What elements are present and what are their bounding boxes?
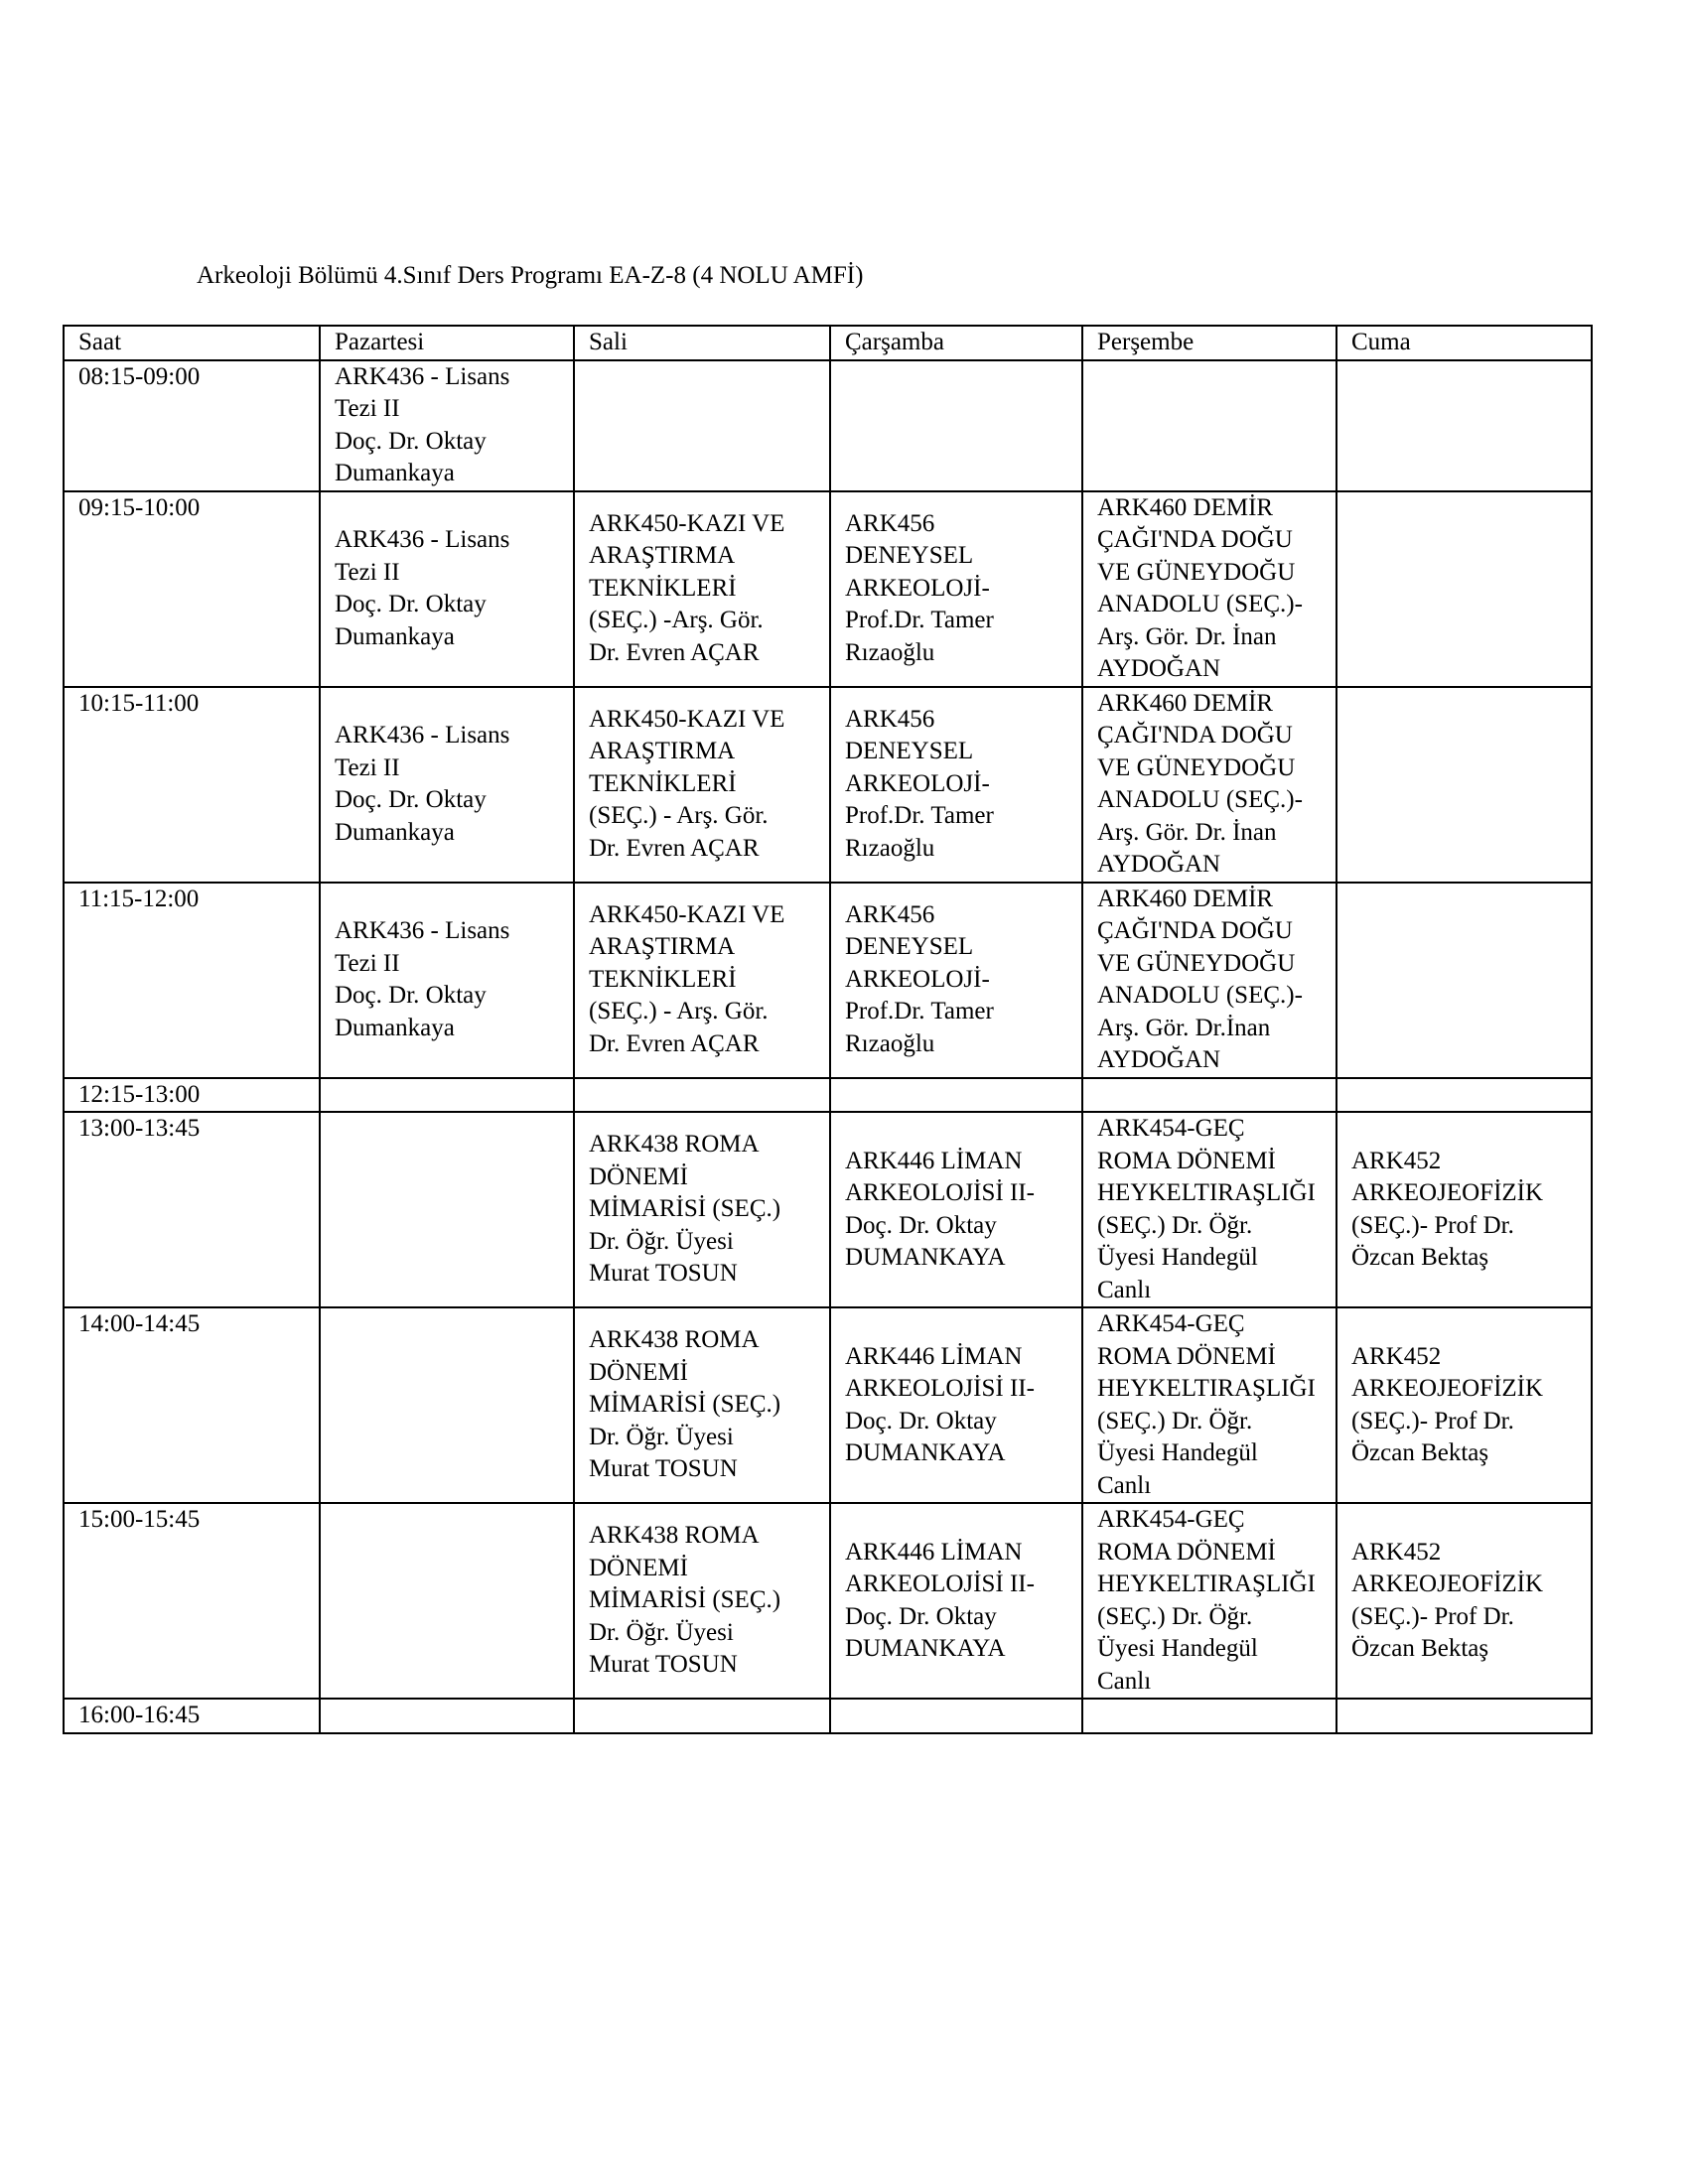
course-cell: [1082, 883, 1336, 1078]
course-line: Üyesi Handegül: [1097, 1635, 1258, 1662]
course-line: MİMARİSİ (SEÇ.): [589, 1195, 781, 1223]
course-line: (SEÇ.) - Arş. Gör.: [589, 998, 769, 1025]
empty-cell: [320, 1112, 574, 1307]
course-cell: [1082, 687, 1336, 883]
course-line: Rızaoğlu: [845, 638, 935, 666]
empty-cell: [1082, 1699, 1336, 1733]
header-cell-sali: Sali: [574, 326, 830, 360]
course-cell: [574, 1112, 830, 1307]
time-cell: 11:15-12:00: [64, 883, 320, 1078]
header-cell-cuma: Cuma: [1336, 326, 1592, 360]
course-cell: [830, 1307, 1082, 1503]
course-line: DÖNEMİ: [589, 1162, 688, 1190]
course-line: ARAŞTIRMA: [589, 933, 736, 961]
course-line: Canlı: [1097, 1276, 1152, 1303]
course-line: ARK452: [1351, 1342, 1442, 1370]
course-line: ÇAĞI'NDA DOĞU: [1097, 526, 1293, 553]
empty-cell: [830, 360, 1082, 491]
course-line: Doç. Dr. Oktay: [335, 786, 487, 813]
course-line: Dr. Öğr. Üyesi: [589, 1423, 734, 1450]
header-cell-persembe: Perşembe: [1082, 326, 1336, 360]
course-line: ARK446 LİMAN: [845, 1538, 1023, 1566]
course-line: Murat TOSUN: [589, 1651, 738, 1679]
empty-cell: [320, 1699, 574, 1733]
table-row: [64, 1699, 1592, 1733]
course-line: ARK450-KAZI VE: [589, 705, 785, 733]
course-cell: [830, 883, 1082, 1078]
empty-cell: [574, 1078, 830, 1113]
course-line: Dumankaya: [335, 818, 455, 846]
course-line: DUMANKAYA: [845, 1439, 1006, 1466]
course-line: ARKEOJEOFİZİK: [1351, 1179, 1544, 1206]
course-line: AYDOĞAN: [1097, 851, 1221, 878]
course-line: ÇAĞI'NDA DOĞU: [1097, 917, 1293, 944]
course-line: Prof.Dr. Tamer: [845, 998, 994, 1025]
course-line: Murat TOSUN: [589, 1260, 738, 1288]
table-row: [64, 491, 1592, 687]
course-cell: [1082, 1503, 1336, 1699]
time-cell: 08:15-09:00: [64, 360, 320, 491]
course-cell: [1336, 1503, 1592, 1699]
course-cell: [830, 491, 1082, 687]
empty-cell: [320, 1078, 574, 1113]
time-cell: 09:15-10:00: [64, 491, 320, 687]
header-cell-pazartesi: Pazartesi: [320, 326, 574, 360]
empty-cell: [320, 1503, 574, 1699]
course-line: ARK450-KAZI VE: [589, 509, 785, 537]
course-line: DUMANKAYA: [845, 1244, 1006, 1271]
course-line: ARK438 ROMA: [589, 1326, 760, 1354]
course-cell: [320, 491, 574, 687]
course-cell: [574, 491, 830, 687]
course-line: Dr. Evren AÇAR: [589, 1029, 760, 1057]
course-cell: [574, 1503, 830, 1699]
course-line: DÖNEMİ: [589, 1554, 688, 1581]
time-cell: 16:00-16:45: [64, 1699, 320, 1733]
time-cell: 15:00-15:45: [64, 1503, 320, 1699]
header-row: [64, 326, 1592, 360]
course-line: (SEÇ.) Dr. Öğr.: [1097, 1407, 1253, 1434]
course-line: (SEÇ.)- Prof Dr.: [1351, 1407, 1514, 1434]
course-line: ARK436 - Lisans: [335, 722, 510, 749]
course-line: ARK446 LİMAN: [845, 1147, 1023, 1174]
course-line: ARK460 DEMİR: [1097, 493, 1274, 521]
course-line: ARKEOLOJİSİ II-: [845, 1570, 1035, 1597]
course-cell: [1336, 1112, 1592, 1307]
course-line: Prof.Dr. Tamer: [845, 607, 994, 634]
course-cell: [1336, 1307, 1592, 1503]
header-cell-saat: Saat: [64, 326, 320, 360]
course-line: ARK436 - Lisans: [335, 362, 510, 390]
course-line: ARKEOLOJİ-: [845, 769, 990, 797]
course-line: ANADOLU (SEÇ.)-: [1097, 786, 1303, 813]
course-line: VE GÜNEYDOĞU: [1097, 753, 1296, 781]
table-row: [64, 1078, 1592, 1113]
course-line: Rızaoğlu: [845, 834, 935, 862]
course-line: Prof.Dr. Tamer: [845, 802, 994, 830]
course-line: (SEÇ.) Dr. Öğr.: [1097, 1602, 1253, 1630]
course-line: ARK456: [845, 509, 935, 537]
course-cell: [830, 687, 1082, 883]
course-line: VE GÜNEYDOĞU: [1097, 949, 1296, 977]
course-line: TEKNİKLERİ: [589, 769, 737, 797]
header-cell-carsamba: Çarşamba: [830, 326, 1082, 360]
empty-cell: [574, 360, 830, 491]
course-line: (SEÇ.)- Prof Dr.: [1351, 1211, 1514, 1239]
course-line: Doç. Dr. Oktay: [335, 427, 487, 455]
course-cell: [320, 687, 574, 883]
course-cell: [830, 1503, 1082, 1699]
course-line: ARK454-GEÇ: [1097, 1310, 1245, 1337]
course-line: Özcan Bektaş: [1351, 1439, 1489, 1466]
course-line: ROMA DÖNEMİ: [1097, 1147, 1276, 1174]
course-cell: [1082, 491, 1336, 687]
course-line: Üyesi Handegül: [1097, 1439, 1258, 1466]
course-line: ANADOLU (SEÇ.)-: [1097, 591, 1303, 617]
course-line: TEKNİKLERİ: [589, 574, 737, 602]
course-cell: [574, 687, 830, 883]
table-row: [64, 1307, 1592, 1503]
course-line: Üyesi Handegül: [1097, 1244, 1258, 1271]
course-line: ARKEOLOJİSİ II-: [845, 1375, 1035, 1402]
course-line: Arş. Gör. Dr. İnan: [1097, 622, 1277, 650]
course-line: DENEYSEL: [845, 738, 974, 765]
time-cell: 14:00-14:45: [64, 1307, 320, 1503]
course-line: ARKEOJEOFİZİK: [1351, 1375, 1544, 1402]
course-line: ARK436 - Lisans: [335, 526, 510, 553]
empty-cell: [1082, 1078, 1336, 1113]
course-cell: [574, 1307, 830, 1503]
course-line: Murat TOSUN: [589, 1455, 738, 1483]
course-line: ARAŞTIRMA: [589, 542, 736, 570]
course-line: HEYKELTIRAŞLIĞI: [1097, 1375, 1316, 1402]
course-line: ARK438 ROMA: [589, 1522, 760, 1550]
course-line: MİMARİSİ (SEÇ.): [589, 1586, 781, 1614]
course-line: ARK460 DEMİR: [1097, 885, 1274, 912]
course-cell: [1082, 1112, 1336, 1307]
course-line: ÇAĞI'NDA DOĞU: [1097, 722, 1293, 749]
course-line: Canlı: [1097, 1471, 1152, 1499]
course-cell: [320, 883, 574, 1078]
course-line: (SEÇ.) Dr. Öğr.: [1097, 1211, 1253, 1239]
empty-cell: [1336, 360, 1592, 491]
course-line: ARK456: [845, 705, 935, 733]
table-row: [64, 1503, 1592, 1699]
course-line: ARAŞTIRMA: [589, 738, 736, 765]
course-line: DENEYSEL: [845, 542, 974, 570]
course-line: Doç. Dr. Oktay: [845, 1602, 997, 1630]
course-line: ARK446 LİMAN: [845, 1342, 1023, 1370]
course-line: Doç. Dr. Oktay: [335, 591, 487, 617]
course-line: MİMARİSİ (SEÇ.): [589, 1391, 781, 1419]
time-cell: 10:15-11:00: [64, 687, 320, 883]
time-cell: 12:15-13:00: [64, 1078, 320, 1113]
course-line: Dumankaya: [335, 460, 455, 486]
course-line: Doç. Dr. Oktay: [845, 1211, 997, 1239]
course-line: (SEÇ.)- Prof Dr.: [1351, 1602, 1514, 1630]
course-line: ARK438 ROMA: [589, 1131, 760, 1159]
empty-cell: [320, 1307, 574, 1503]
course-cell: [574, 883, 830, 1078]
course-line: ARK460 DEMİR: [1097, 689, 1274, 717]
course-line: Dumankaya: [335, 622, 455, 650]
empty-cell: [830, 1699, 1082, 1733]
course-line: HEYKELTIRAŞLIĞI: [1097, 1179, 1316, 1206]
empty-cell: [830, 1078, 1082, 1113]
page-title: Arkeoloji Bölümü 4.Sınıf Ders Programı EA-Z-8 (4 NOLU AMFİ): [197, 262, 864, 289]
course-line: ARKEOLOJİ-: [845, 965, 990, 993]
course-line: ARKEOLOJİSİ II-: [845, 1179, 1035, 1206]
course-line: ARK452: [1351, 1538, 1442, 1566]
course-line: ARK454-GEÇ: [1097, 1115, 1245, 1142]
course-line: (SEÇ.) - Arş. Gör.: [589, 802, 769, 830]
course-line: DENEYSEL: [845, 933, 974, 961]
empty-cell: [1336, 1078, 1592, 1113]
course-line: VE GÜNEYDOĞU: [1097, 558, 1296, 586]
course-line: Dr. Evren AÇAR: [589, 638, 760, 666]
course-cell: [1082, 1307, 1336, 1503]
course-line: (SEÇ.) -Arş. Gör.: [589, 607, 764, 634]
schedule-table: [63, 325, 1593, 1734]
course-cell: [830, 1112, 1082, 1307]
time-cell: 13:00-13:45: [64, 1112, 320, 1307]
course-line: Özcan Bektaş: [1351, 1635, 1489, 1662]
course-line: ROMA DÖNEMİ: [1097, 1538, 1276, 1566]
empty-cell: [574, 1699, 830, 1733]
empty-cell: [1336, 1699, 1592, 1733]
table-row: [64, 1112, 1592, 1307]
course-line: DÖNEMİ: [589, 1358, 688, 1386]
course-line: Doç. Dr. Oktay: [335, 982, 487, 1009]
table-row: [64, 687, 1592, 883]
course-line: Doç. Dr. Oktay: [845, 1407, 997, 1434]
empty-cell: [1082, 360, 1336, 491]
course-line: Tezi II: [335, 949, 400, 977]
empty-cell: [1336, 883, 1592, 1078]
table-row: [64, 360, 1592, 491]
course-line: ARK456: [845, 900, 935, 928]
empty-cell: [1336, 687, 1592, 883]
course-line: ARKEOJEOFİZİK: [1351, 1570, 1544, 1597]
course-line: AYDOĞAN: [1097, 1046, 1221, 1073]
course-line: Arş. Gör. Dr. İnan: [1097, 818, 1277, 846]
course-line: Dr. Öğr. Üyesi: [589, 1618, 734, 1646]
course-line: Dumankaya: [335, 1014, 455, 1041]
course-line: Rızaoğlu: [845, 1029, 935, 1057]
course-line: ANADOLU (SEÇ.)-: [1097, 982, 1303, 1009]
course-line: Tezi II: [335, 558, 400, 586]
course-line: ARK454-GEÇ: [1097, 1506, 1245, 1533]
course-line: ARKEOLOJİ-: [845, 574, 990, 602]
course-line: AYDOĞAN: [1097, 655, 1221, 682]
course-line: Arş. Gör. Dr.İnan: [1097, 1014, 1271, 1041]
course-line: Tezi II: [335, 395, 400, 422]
course-line: TEKNİKLERİ: [589, 965, 737, 993]
course-line: Dr. Öğr. Üyesi: [589, 1227, 734, 1255]
course-line: HEYKELTIRAŞLIĞI: [1097, 1570, 1316, 1597]
course-line: ROMA DÖNEMİ: [1097, 1342, 1276, 1370]
course-cell: [320, 360, 574, 491]
table-row: [64, 883, 1592, 1078]
course-line: Canlı: [1097, 1667, 1152, 1695]
course-line: Dr. Evren AÇAR: [589, 834, 760, 862]
course-line: ARK452: [1351, 1147, 1442, 1174]
course-line: Tezi II: [335, 753, 400, 781]
course-line: DUMANKAYA: [845, 1635, 1006, 1662]
empty-cell: [1336, 491, 1592, 687]
course-line: ARK436 - Lisans: [335, 917, 510, 944]
course-line: ARK450-KAZI VE: [589, 900, 785, 928]
course-line: Özcan Bektaş: [1351, 1244, 1489, 1271]
